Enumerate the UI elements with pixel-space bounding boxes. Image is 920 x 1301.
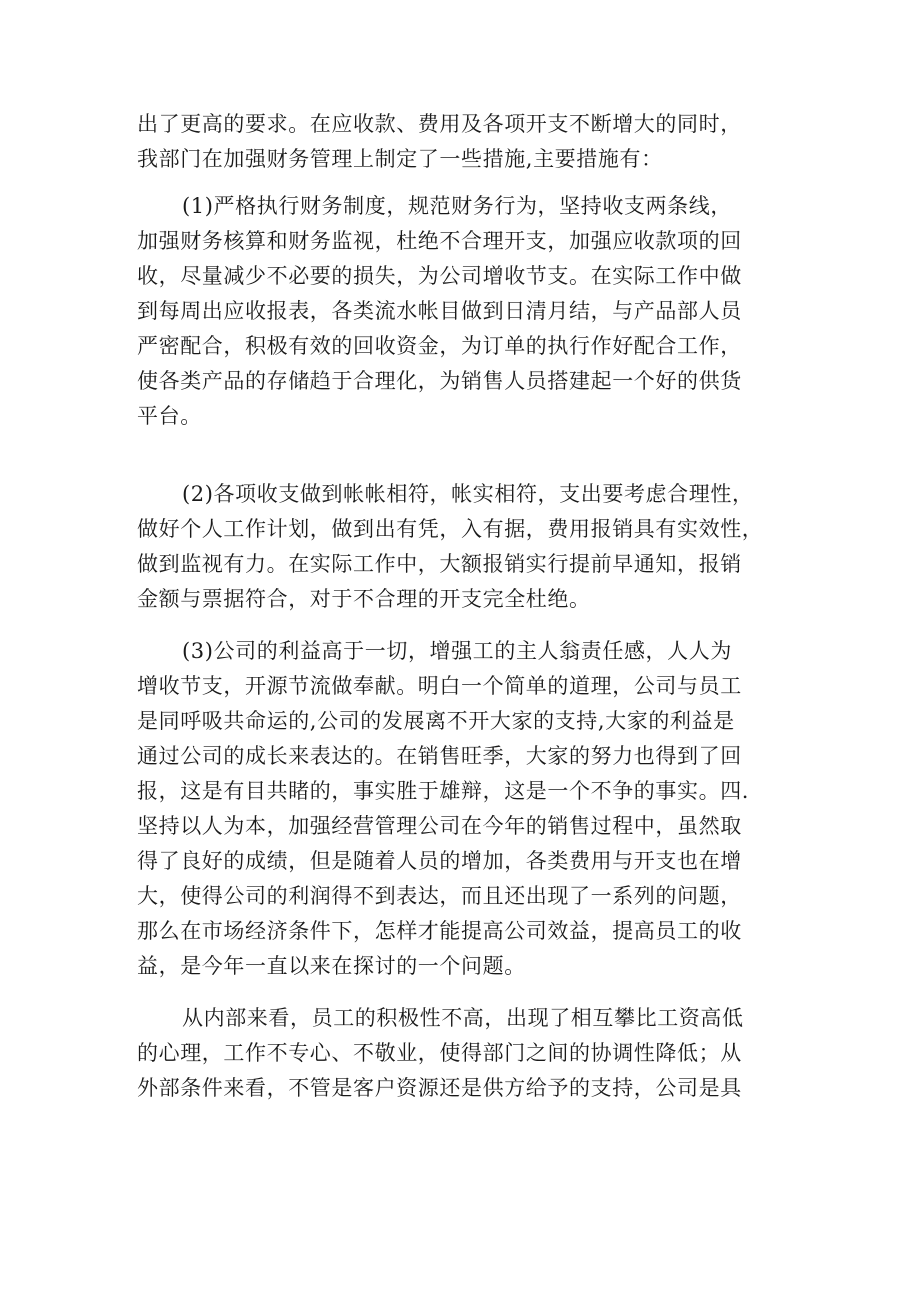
measure-3-line-8: 大，使得公司的利润得不到表达，而且还出现了一系列的问题， xyxy=(137,884,742,908)
measure-2-line-3: 做到监视有力。在实际工作中，大额报销实行提前早通知，报销 xyxy=(137,552,742,576)
measure-1-line-6: 使各类产品的存储趋于合理化，为销售人员搭建起一个好的供货 xyxy=(137,369,742,393)
measure-3-line-7: 得了良好的成绩，但是随着人员的增加，各类费用与开支也在增 xyxy=(137,849,742,873)
measure-3-line-9: 那么在市场经济条件下，怎样才能提高公司效益，提高员工的收 xyxy=(137,919,742,943)
measure-1-line-1: (1)严格执行财务制度，规范财务行为，坚持收支两条线， xyxy=(182,194,732,218)
measure-1-line-4: 到每周出应收报表，各类流水帐目做到日清月结，与产品部人员 xyxy=(137,299,742,323)
intro-line-1: 出了更高的要求。在应收款、费用及各项开支不断增大的同时， xyxy=(137,112,742,136)
measure-3-line-4: 通过公司的成长来表达的。在销售旺季，大家的努力也得到了回 xyxy=(137,744,742,768)
measure-1-line-3: 收，尽量减少不必要的损失，为公司增收节支。在实际工作中做 xyxy=(137,264,742,288)
measure-3-line-2: 增收节支，开源节流做奉献。明白一个简单的道理，公司与员工 xyxy=(137,674,742,698)
measure-3-line-1: (3)公司的利益高于一切，增强工的主人翁责任感，人人为 xyxy=(182,639,732,663)
closing-line-3: 外部条件来看，不管是客户资源还是供方给予的支持，公司是具 xyxy=(137,1076,742,1100)
measure-1-line-5: 严密配合，积极有效的回收资金，为订单的执行作好配合工作， xyxy=(137,334,742,358)
measure-2-line-2: 做好个人工作计划，做到出有凭，入有据，费用报销具有实效性， xyxy=(137,517,764,541)
measure-3-line-5: 报，这是有目共睹的，事实胜于雄辩，这是一个不争的事实。四. xyxy=(137,779,750,803)
measure-2-line-4: 金额与票据符合，对于不合理的开支完全杜绝。 xyxy=(137,587,591,611)
intro-line-2: 我部门在加强财务管理上制定了一些措施,主要措施有： xyxy=(137,147,663,171)
measure-3-line-6: 坚持以人为本，加强经营管理公司在今年的销售过程中，虽然取 xyxy=(137,814,742,838)
closing-line-2: 的心理，工作不专心、不敬业，使得部门之间的协调性降低；从 xyxy=(137,1041,742,1065)
measure-2-line-1: (2)各项收支做到帐帐相符，帐实相符，支出要考虑合理性， xyxy=(182,482,754,506)
measure-1-line-2: 加强财务核算和财务监视，杜绝不合理开支，加强应收款项的回 xyxy=(137,229,742,253)
measure-3-line-10: 益，是今年一直以来在探讨的一个问题。 xyxy=(137,954,526,978)
measure-3-line-3: 是同呼吸共命运的,公司的发展离不开大家的支持,大家的利益是 xyxy=(137,709,735,733)
measure-1-line-7: 平台。 xyxy=(137,404,202,428)
closing-line-1: 从内部来看，员工的积极性不高，出现了相互攀比工资高低 xyxy=(182,1006,744,1030)
